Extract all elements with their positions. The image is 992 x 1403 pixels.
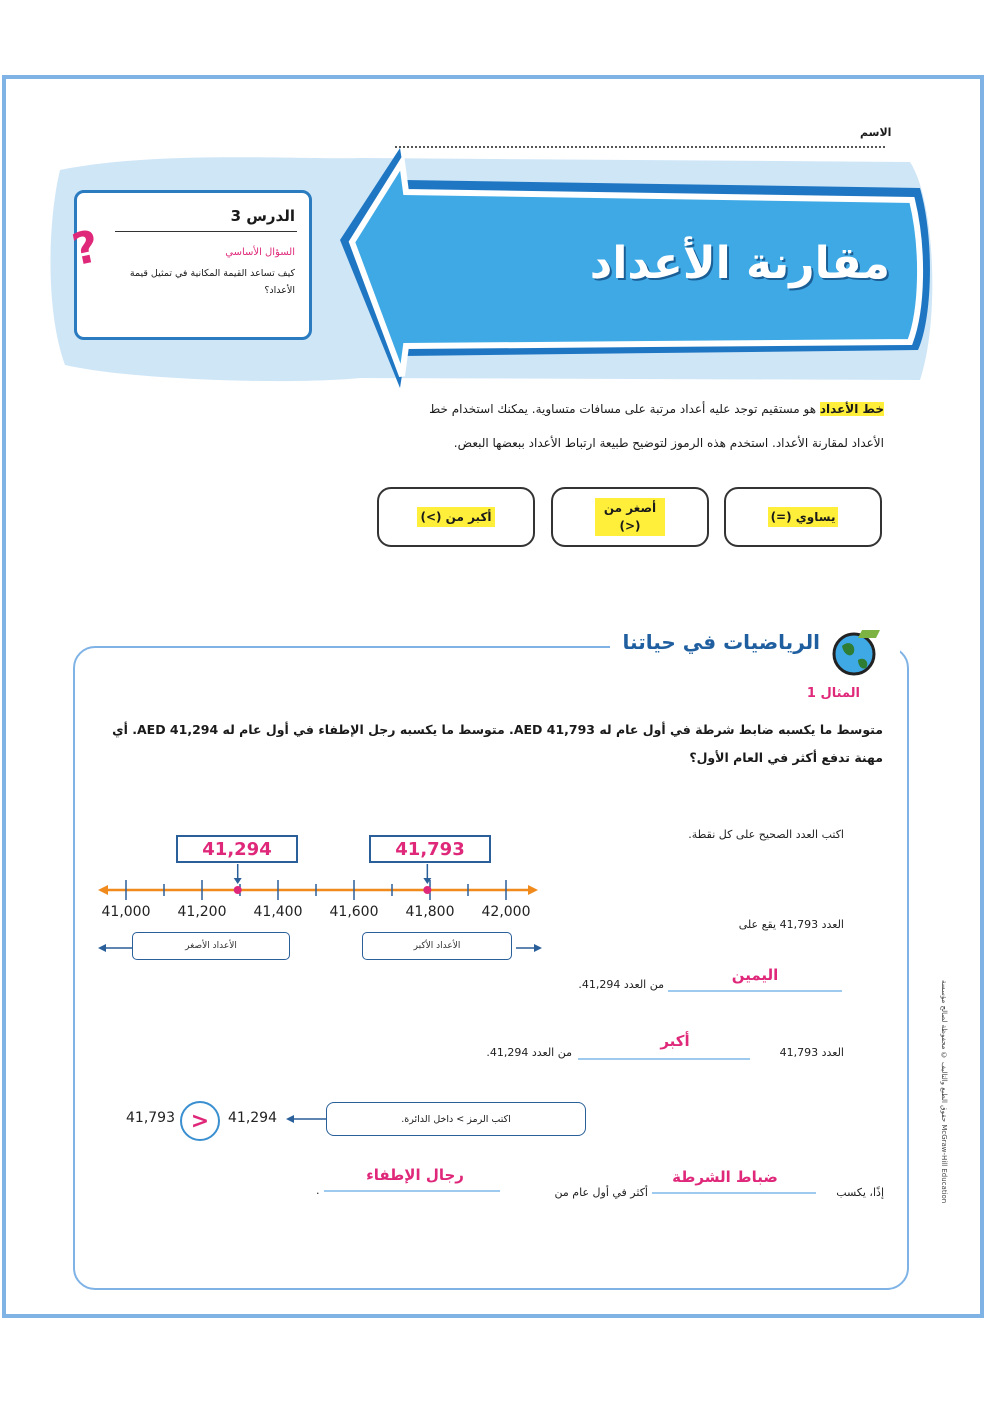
hint-arrow-icon [284, 1112, 328, 1126]
conclusion-answer-2[interactable]: رجال الإطفاء [366, 1166, 464, 1184]
step3-text-a: العدد 41,793 [779, 1046, 844, 1059]
less-symbol-label: أصغر من (<) [595, 498, 665, 536]
example-problem: متوسط ما يكسبه ضابط شرطة في أول عام له AED 41,793. متوسط ما يكسبه رجل الإطفاء في أول عام له AED 41,294. أي مهنة تدفع أكثر في العام الأول؟ [112, 722, 883, 765]
point-dot-0 [234, 886, 242, 894]
equal-symbol-label: يساوي (=) [768, 507, 839, 527]
step3-answer[interactable]: أكبر [660, 1032, 690, 1050]
compare-circle[interactable]: > [180, 1101, 220, 1141]
name-label: الاسم [860, 126, 892, 139]
compare-hint-box: اكتب الرمز > داخل الدائرة. [326, 1102, 586, 1136]
step1-instruction: اكتب العدد الصحيح على كل نقطة. [688, 828, 844, 841]
lesson-divider [115, 231, 297, 232]
conclusion-text-c: . [316, 1184, 320, 1197]
greater-symbol-card [377, 487, 535, 547]
intro-text: هو مستقيم توجد عليه أعداد مرتبة على مسافات متساوية. يمكنك استخدام خط الأعداد لمقارنة الأعداد. استخدم هذه الرموز لتوضيح طبيعة ارتباط الأعداد ببعضها البعض. [429, 402, 884, 450]
lesson-number: الدرس 3 [230, 207, 295, 225]
step2-answer[interactable]: اليمين [731, 966, 779, 984]
conclusion-answer-1[interactable]: ضباط الشرطة [672, 1168, 778, 1186]
left-direction-arrow [98, 944, 106, 952]
step2-text-b: من العدد 41,294. [578, 978, 664, 991]
copyright-side-text: حقوق الطبع والتأليف © محفوظة لصالح مؤسسة McGraw-Hill Education [940, 980, 948, 1204]
conclusion-answer-line-2 [324, 1190, 500, 1192]
tick-label-41200: 41,200 [177, 904, 227, 920]
conclusion-text-a: إذًا، يكسب [836, 1186, 884, 1199]
step2-text-a: العدد 41,793 يقع على [738, 918, 844, 931]
point-dot-1 [423, 886, 431, 894]
globe-icon [828, 626, 884, 678]
compare-left-number: 41,793 [126, 1110, 175, 1126]
callout-box-41294[interactable]: 41,294 [176, 835, 298, 863]
tick-label-41800: 41,800 [405, 904, 455, 920]
essential-question-label: السؤال الأساسي [225, 247, 295, 258]
callout-box-41793[interactable]: 41,793 [369, 835, 491, 863]
intro-paragraph [410, 392, 884, 460]
intro-term: خط الأعداد [819, 402, 884, 416]
greater-symbol-label: أكبر من (>) [417, 507, 494, 527]
tick-label-41000: 41,000 [101, 904, 151, 920]
conclusion-text-b: أكثر في أول عام من [554, 1186, 648, 1199]
essential-question-text: كيف تساعد القيمة المكانية في تمثيل قيمة الأعداد؟ [129, 268, 295, 296]
lesson-card [67, 190, 312, 340]
point-pointer-head-0 [234, 878, 242, 884]
larger-numbers-box: الأعداد الأكبر [362, 932, 512, 960]
less-symbol-card [551, 487, 709, 547]
step3-text-b: من العدد 41,294. [486, 1046, 572, 1059]
step2-answer-line [668, 990, 842, 992]
lesson-title-banner: مقارنة الأعداد [589, 238, 890, 289]
equal-symbol-card [724, 487, 882, 547]
smaller-numbers-box: الأعداد الأصغر [132, 932, 290, 960]
right-direction-arrow [534, 944, 542, 952]
number-line-arrow-right [528, 885, 538, 895]
section-title: الرياضيات في حياتنا [622, 630, 820, 654]
compare-right-number: 41,294 [228, 1110, 277, 1126]
tick-label-41600: 41,600 [329, 904, 379, 920]
number-line-arrow-left [98, 885, 108, 895]
question-mark-icon: ? [67, 220, 104, 277]
tick-label-41400: 41,400 [253, 904, 303, 920]
step3-answer-line [578, 1058, 750, 1060]
example-label: المثال 1 [806, 686, 860, 701]
tick-label-42000: 42,000 [481, 904, 531, 920]
conclusion-answer-line-1 [652, 1192, 816, 1194]
